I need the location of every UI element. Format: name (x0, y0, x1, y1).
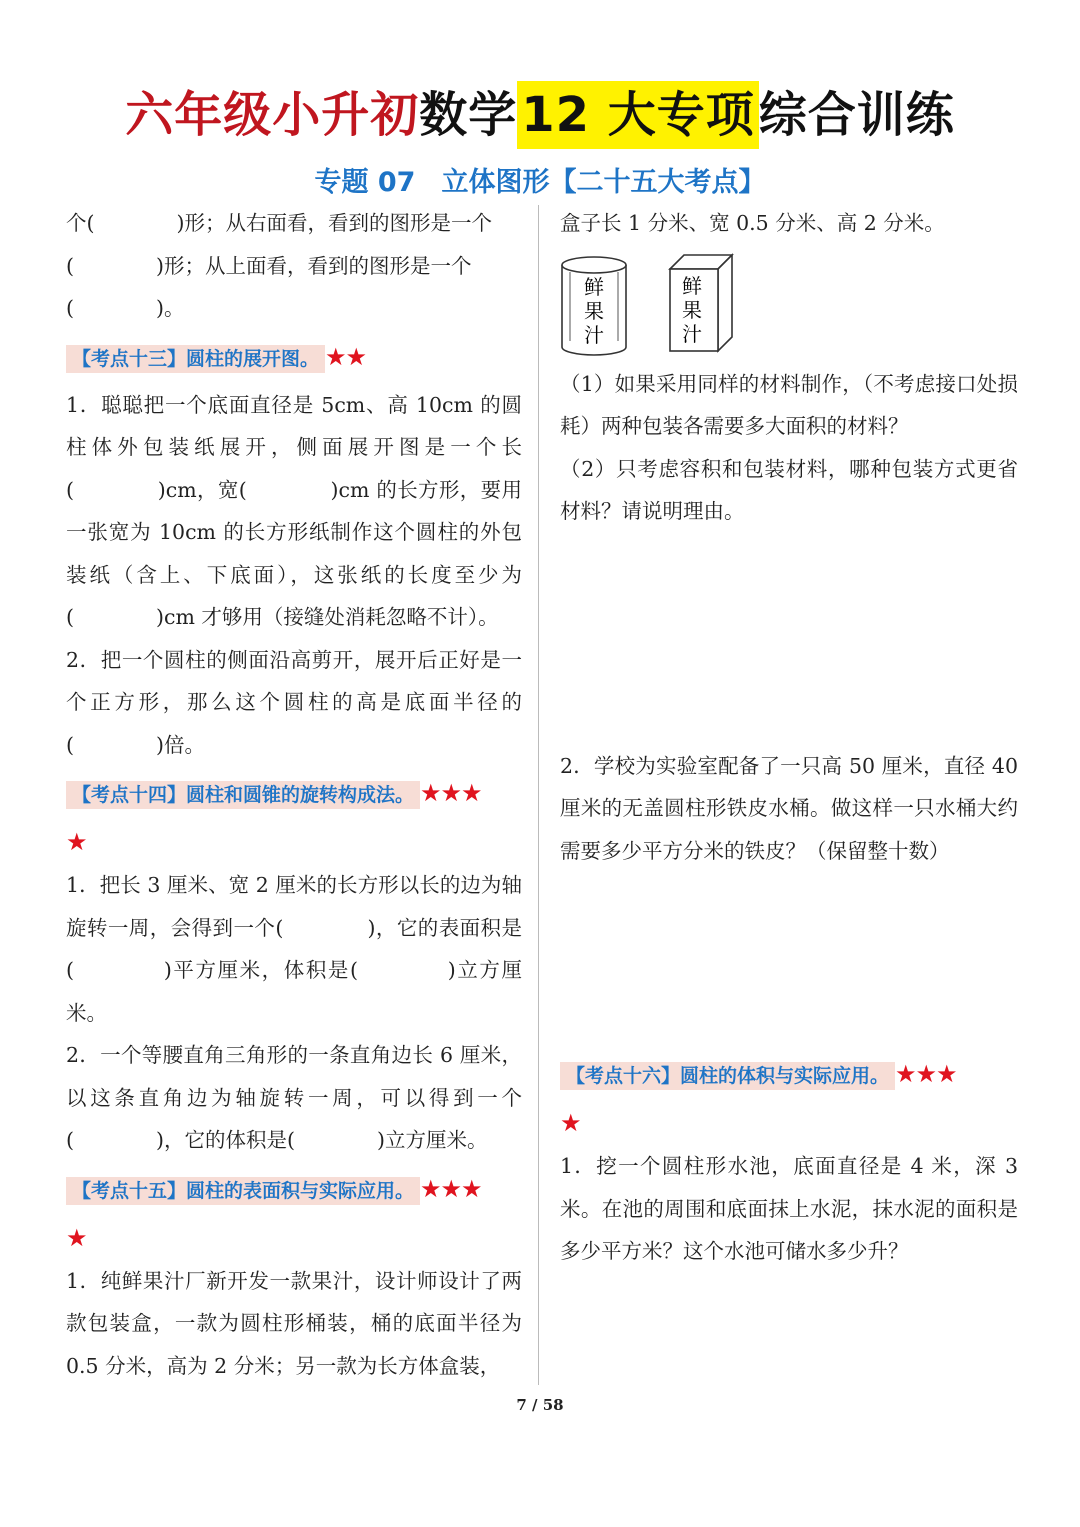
section-16-stars: ★★★ (895, 1060, 957, 1088)
box-package-figure (670, 255, 732, 351)
section-15-question-1: 1．纯鲜果汁厂新开发一款果汁，设计师设计了两款包装盒，一款为圆柱形桶装，桶的底面半径为 0.5 分米，高为 2 分米；另一款为长方体盒装， (66, 1268, 522, 1378)
box-label-2: 果 (682, 297, 702, 322)
subtitle-topic: 专题 07 (314, 167, 416, 198)
section-13-stars: ★★ (325, 342, 367, 371)
section-15-title: 【考点十五】圆柱的表面积与实际应用。 (66, 1177, 420, 1205)
cylinder-label-3: 汁 (584, 322, 604, 347)
title-tail-part: 综合训练 (758, 87, 955, 143)
package-illustrations (560, 251, 750, 363)
box-label-3: 汁 (682, 321, 702, 346)
page-number: 7 / 58 (516, 1396, 564, 1414)
section-16-question-1: 1．挖一个圆柱形水池，底面直径是 4 米，深 3 米。在池的周围和底面抹上水泥，抹水泥的面积是多少平方米？这个水池可储水多少升？ (560, 1154, 1018, 1263)
title-highlight-part: 12 大专项 (517, 81, 759, 149)
question-1-part-1: （1）如果采用同样的材料制作，（不考虑接口处损耗）两种包装各需要多大面积的材料？ (560, 371, 1018, 438)
section-14-stars: ★★★ (420, 779, 482, 807)
intro-line-3: ( )。 (66, 296, 185, 320)
question-2: 2．学校为实验室配备了一只高 50 厘米，直径 40 厘米的无盖圆柱形铁皮水桶。做这样一只水桶大约需要多少平方分米的铁皮？（保留整十数） (560, 753, 1018, 863)
column-divider (538, 205, 539, 1385)
section-14-heading (66, 776, 522, 812)
question-continuation: 盒子长 1 分米、宽 0.5 分米、高 2 分米。 (560, 211, 945, 235)
page-title (0, 76, 1080, 145)
intro-line-2: ( )形；从上面看，看到的图形是一个 (66, 253, 472, 278)
answer-space-2 (560, 872, 1018, 1047)
cylinder-label-1: 鲜 (584, 274, 604, 299)
section-15-star-extra: ★ (66, 1223, 88, 1252)
page-subtitle (0, 160, 1080, 199)
cylinder-package-figure (562, 257, 626, 355)
section-13-heading (66, 340, 522, 376)
right-column (560, 202, 1018, 1273)
section-15-stars: ★★★ (420, 1174, 482, 1203)
section-14-question-1: 1．把长 3 厘米、宽 2 厘米的长方形以长的边为轴旋转一周，会得到一个( )，它的表面积是( )平方厘米，体积是( )立方厘米。 (66, 873, 522, 1025)
section-13-title: 【考点十三】圆柱的展开图。 (66, 345, 325, 373)
subtitle-name: 立体图形【二十五大考点】 (441, 167, 766, 198)
question-1-part-2: （2）只考虑容积和包装材料，哪种包装方式更省材料？请说明理由。 (560, 456, 1018, 523)
intro-line-1: 个( )形；从右面看，看到的图形是一个 (66, 211, 492, 235)
section-14-question-2: 2．一个等腰直角三角形的一条直角边长 6 厘米，以这条直角边为轴旋转一周，可以得到一个( )，它的体积是( )立方厘米。 (66, 1043, 522, 1152)
section-13-question-1: 1．聪聪把一个底面直径是 5cm、高 10cm 的圆柱体外包装纸展开，侧面展开图是一个长( )cm，宽( )cm 的长方形，要用一张宽为 10cm 的长方形纸制作这个圆柱的外包装纸（含上、下底面），这张纸的长度至少为( )cm 才够用（接缝处消耗忽略不计）。 (66, 392, 522, 629)
section-15-heading (66, 1172, 522, 1208)
section-14-star-extra: ★ (66, 828, 88, 856)
section-16-title: 【考点十六】圆柱的体积与实际应用。 (560, 1062, 895, 1090)
cylinder-label-2: 果 (584, 298, 604, 323)
section-16-star-extra: ★ (560, 1109, 582, 1137)
title-red-part: 六年级小升初 (125, 87, 420, 143)
package-figures (560, 251, 1018, 363)
left-column (66, 202, 522, 1387)
section-13-question-2: 2．把一个圆柱的侧面沿高剪开，展开后正好是一个正方形，那么这个圆柱的高是底面半径的( )倍。 (66, 647, 522, 757)
answer-space-1 (560, 533, 1018, 745)
title-black-part: 数学 (419, 87, 518, 143)
section-16-heading (560, 1057, 1018, 1093)
box-label-1: 鲜 (682, 273, 702, 298)
section-14-title: 【考点十四】圆柱和圆锥的旋转构成法。 (66, 781, 420, 809)
